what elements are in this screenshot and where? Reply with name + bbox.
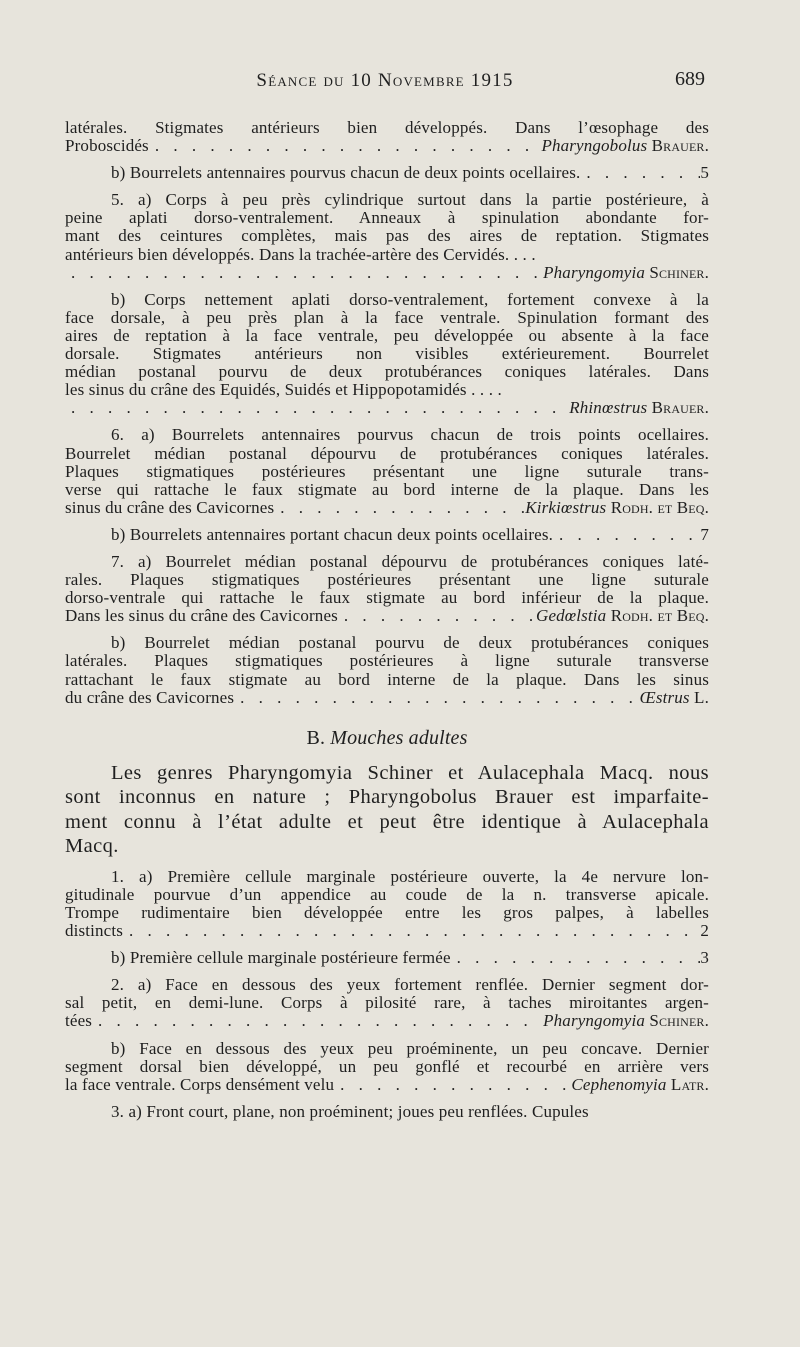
larval-key — [65, 119, 709, 707]
text-line: latérales. Plaques stigmatiques postérieures à ligne suturale transverse — [65, 651, 709, 671]
text-line — [65, 922, 709, 940]
author-name: Rodh. et Beq. — [606, 606, 709, 626]
text-line — [65, 399, 709, 417]
text-line: antérieurs bien développés. Dans la trachée-artère des Cervidés. . . . — [65, 244, 536, 264]
author-name: Latr. — [666, 1074, 709, 1094]
line-text: sinus du crâne des Cavicornes — [65, 497, 275, 517]
line-text: distincts — [65, 921, 124, 941]
couplet-reference: 2 — [700, 921, 709, 941]
line-text: du crâne des Cavicornes — [65, 687, 235, 707]
taxon-name — [569, 399, 709, 417]
couplet-reference: 5 — [700, 163, 709, 183]
intro-line: sont inconnus en nature ; Pharyngobolus Brauer est imparfaite- — [65, 786, 709, 809]
text-line: face dorsale, à peu près plan à la face ventrale. Spinulation formant des — [65, 307, 709, 327]
text-line — [65, 137, 709, 155]
text-line: 1. a) Première cellule marginale postérieure ouverte, la 4e nervure lon- — [111, 866, 709, 886]
text-line — [65, 1012, 709, 1030]
text-line — [65, 164, 709, 182]
dot-leader — [149, 137, 542, 155]
page-header — [65, 70, 705, 100]
genus-name: Cephenomyia — [571, 1074, 667, 1094]
author-name: Schiner. — [645, 262, 709, 282]
text-line: Plaques stigmatiques postérieures présentant une ligne suturale trans- — [65, 461, 709, 481]
dot-leader — [65, 399, 569, 417]
dot-leader — [553, 526, 700, 544]
line-text: Dans les sinus du crâne des Cavicornes — [65, 606, 338, 626]
taxon-name — [541, 137, 709, 155]
text-line — [65, 949, 709, 967]
text-line: dorso-ventrale qui rattache le faux stigmate au bord inférieur de la plaque. — [65, 588, 709, 608]
text-line — [65, 689, 709, 707]
taxon-name — [525, 499, 709, 517]
dot-leader — [338, 607, 536, 625]
author-name: Rodh. et Beq. — [606, 497, 709, 517]
genus-name: Kirkiœstrus — [525, 497, 607, 517]
text-line: Trompe rudimentaire bien développée entre les gros palpes, à labelles — [65, 903, 709, 922]
text-line: verse qui rattache le faux stigmate au bord interne de la plaque. Dans les — [65, 479, 709, 499]
dot-leader — [65, 264, 543, 282]
text-line: mant des ceintures complètes, mais pas des aires de reptation. Stigmates — [65, 226, 709, 246]
text-line: 5. a) Corps à peu près cylindrique surtout dans la partie postérieure, à — [111, 190, 709, 210]
text-line: 6. a) Bourrelets antennaires pourvus chacun de trois points ocellaires. — [111, 425, 709, 445]
text-line — [65, 607, 709, 625]
text-line: peine aplati dorso-ventralement. Anneaux à spinulation abondante for- — [65, 208, 709, 228]
text-line: 3. a) Front court, plane, non proéminent; joues peu renflées. Cupules — [111, 1101, 589, 1121]
author-name: Schiner. — [645, 1011, 709, 1031]
section-title: Mouches adultes — [330, 726, 468, 749]
dot-leader — [274, 499, 525, 517]
taxon-name — [640, 689, 709, 707]
dot-leader — [451, 949, 701, 967]
line-text: Proboscidés — [65, 136, 149, 156]
text-line — [65, 1076, 709, 1094]
taxon-name — [536, 607, 709, 625]
line-text: b) Première cellule marginale postérieure fermée — [111, 948, 451, 968]
text-line: b) Corps nettement aplati dorso-ventralement, fortement convexe à la — [111, 289, 709, 309]
intro-paragraph — [65, 761, 709, 859]
genus-name: Œstrus — [639, 687, 690, 707]
text-line: Bourrelet médian postanal dépourvu de protubérances coniques latérales. — [65, 443, 709, 463]
text-line — [65, 526, 709, 544]
author-name: L. — [689, 687, 709, 707]
text-line: 7. a) Bourrelet médian postanal dépourvu de protubérances coniques laté- — [111, 551, 709, 571]
taxon-name — [543, 264, 709, 282]
author-name: Brauer. — [647, 398, 709, 418]
dot-leader — [92, 1012, 543, 1030]
couplet-reference: 3 — [700, 948, 709, 968]
text-line: rattachant le faux stigmate au bord interne de la plaque. Dans les sinus — [65, 669, 709, 689]
page-body — [65, 119, 709, 1121]
intro-line: ment connu à l’état adulte et peut être identique à Aulacephala — [65, 810, 709, 833]
genus-name: Gedœlstia — [536, 606, 607, 626]
text-line: dorsale. Stigmates antérieurs non visibles extérieurement. Bourrelet — [65, 344, 709, 364]
text-line: 2. a) Face en dessous des yeux fortement renflée. Dernier segment dor- — [111, 975, 709, 995]
text-line — [65, 499, 709, 517]
dot-leader — [334, 1076, 571, 1094]
text-line: sal petit, en demi-lune. Corps à pilosité rare, à taches miroitantes argen- — [65, 993, 709, 1013]
taxon-name — [543, 1012, 709, 1030]
genus-name: Rhinœstrus — [569, 398, 648, 418]
taxon-name — [571, 1076, 709, 1094]
line-text: b) Bourrelets antennaires portant chacun deux points ocellaires. — [111, 524, 554, 544]
adult-key — [65, 868, 709, 1121]
section-heading — [65, 726, 709, 749]
line-text: tées — [65, 1011, 93, 1031]
line-text: b) Bourrelets antennaires pourvus chacun de deux points ocellaires. — [111, 163, 581, 183]
text-line: gitudinale pourvue d’un appendice au coude de la n. transverse apicale. — [65, 884, 709, 904]
genus-name: Pharyngomyia — [543, 1011, 646, 1031]
text-line: b) Bourrelet médian postanal pourvu de deux protubérances coniques — [111, 633, 709, 653]
text-line: segment dorsal bien développé, un peu gonflé et recourbé en arrière vers — [65, 1056, 709, 1076]
dot-leader — [123, 922, 700, 940]
couplet-reference: 7 — [700, 524, 709, 544]
running-title: Séance du 10 Novembre 1915 — [256, 70, 514, 91]
text-line: rales. Plaques stigmatiques postérieures présentant une ligne suturale — [65, 570, 709, 590]
genus-name: Pharyngobolus — [541, 136, 648, 156]
dot-leader — [580, 164, 700, 182]
section-number: B. — [306, 726, 326, 749]
text-line — [65, 264, 709, 282]
page-number: 689 — [675, 68, 705, 90]
intro-line: Macq. — [65, 835, 119, 858]
text-line: latérales. Stigmates antérieurs bien développés. Dans l’œsophage des — [65, 118, 709, 137]
text-line: médian postanal pourvu de deux protubérances coniques latérales. Dans — [65, 362, 709, 382]
text-line: aires de reptation à la face ventrale, peu développée ou absente à la face — [65, 325, 709, 345]
line-text: la face ventrale. Corps densément velu — [65, 1074, 335, 1094]
text-line: les sinus du crâne des Equidés, Suidés et Hippopotamidés . . . . — [65, 380, 502, 400]
genus-name: Pharyngomyia — [543, 262, 646, 282]
author-name: Brauer. — [647, 136, 709, 156]
intro-line: Les genres Pharyngomyia Schiner et Aulacephala Macq. nous — [111, 761, 709, 784]
text-line: b) Face en dessous des yeux peu proéminente, un peu concave. Dernier — [111, 1038, 709, 1058]
dot-leader — [234, 689, 639, 707]
